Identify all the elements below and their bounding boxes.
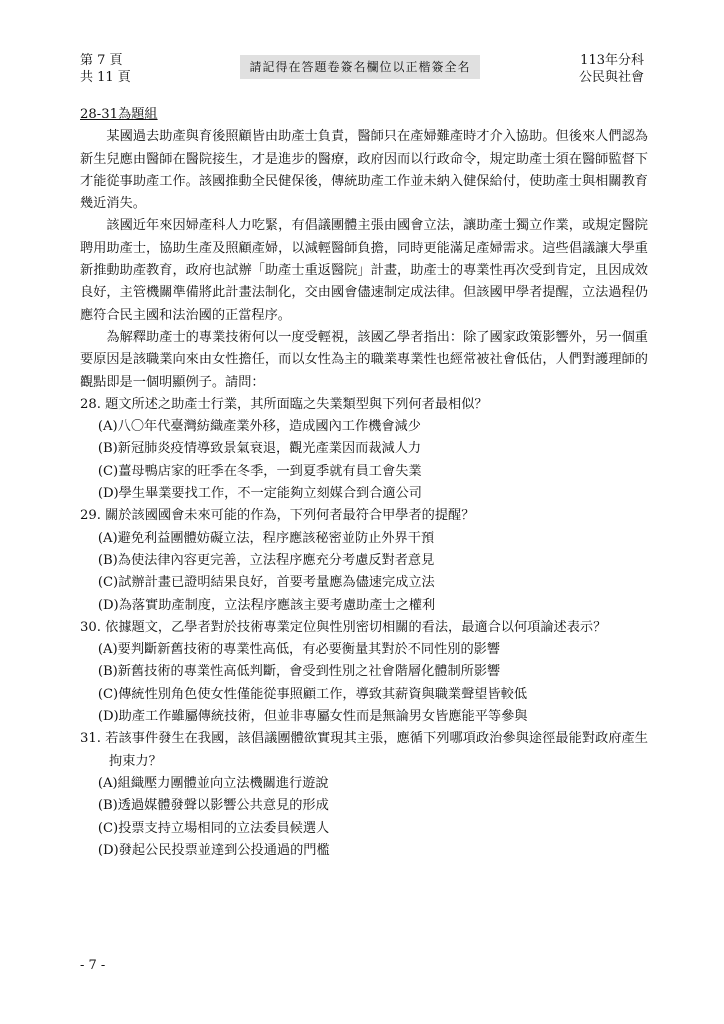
option-d: (D)為落實助產制度，立法程序應該主要考慮助產士之權利 [97, 597, 436, 613]
passage-paragraph: 該國近年來因婦產科人力吃緊，有倡議團體主張由國會立法，讓助產士獨立作業，或規定醫院聘用助產士，協助生產及照顧產婦，以減輕醫師負擔，同時更能滿足產婦需求。這些倡議讓大學重新推動助產教育，政府也試辦「助產士重返醫院」計畫，助產士的專業性再次受到肯定，且因成效良好，主管機關準備將此計畫法制化，交由國會儘速制定成法律。但該國甲學者提醒，立法過程仍應符合民主國和法治國的正當程序。 [80, 218, 648, 323]
question-stem: 30. 依據題文，乙學者對於技術專業定位與性別密切相關的看法，最適合以何項論述表示？ [80, 619, 607, 635]
option-d: (D)發起公民投票並達到公投通過的門檻 [97, 842, 330, 858]
total-pages: 共 11 頁 [80, 70, 131, 85]
option-b: (B)新冠肺炎疫情導致景氣衰退，觀光產業因而裁減人力 [97, 441, 422, 457]
question-30 [80, 617, 648, 728]
option-b: (B)新舊技術的專業性高低判斷，會受到性別之社會階層化體制所影響 [97, 664, 501, 680]
option-c: (C)試辦計畫已證明結果良好，首要考量應為儘速完成立法 [97, 575, 435, 591]
option-c: (C)傳統性別角色使女性僅能從事照顧工作，導致其薪資與職業聲望皆較低 [97, 686, 528, 702]
option-d: (D)學生畢業要找工作，不一定能夠立刻媒合到合適公司 [97, 486, 422, 502]
exam-content [80, 104, 648, 862]
question-stem: 28. 題文所述之助產士行業，其所面臨之失業類型與下列何者最相似？ [80, 396, 488, 412]
page-footer: - 7 - [80, 958, 106, 973]
option-a: (A)組織壓力團體並向立法機關進行遊說 [97, 775, 329, 791]
question-31 [80, 728, 648, 862]
option-b: (B)為使法律內容更完善，立法程序應充分考慮反對者意見 [97, 552, 435, 568]
exam-subject: 公民與社會 [578, 70, 644, 85]
passage-paragraph: 為解釋助產士的專業技術何以一度受輕視，該國乙學者指出：除了國家政策影響外，另一個重要原因是該職業向來由女性擔任，而以女性為主的職業專業性也經常被社會低估，人們對護理師的觀點即是一個明顯例子。請問： [80, 329, 648, 390]
page-header-left [80, 52, 131, 86]
option-a: (A)八〇年代臺灣紡織產業外移，造成國內工作機會減少 [97, 419, 421, 435]
question-28 [80, 394, 648, 505]
question-stem: 29. 關於該國國會未來可能的作為，下列何者最符合甲學者的提醒？ [80, 508, 475, 524]
question-stem: 31. 若該事件發生在我國，該倡議團體欲實現其主張，應循下列哪項政治參與途徑最能對政府產生拘束力？ [80, 731, 648, 769]
page-number: 第 7 頁 [80, 53, 123, 68]
option-a: (A)避免利益團體妨礙立法，程序應該秘密並防止外界干預 [97, 530, 435, 546]
page-header-right [579, 52, 644, 86]
option-c: (C)薑母鴨店家的旺季在冬季，一到夏季就有員工會失業 [97, 463, 422, 479]
option-b: (B)透過媒體發聲以影響公共意見的形成 [97, 798, 329, 814]
exam-year-subject: 113年分科 [580, 53, 644, 68]
option-d: (D)助產工作雖屬傳統技術，但並非專屬女性而是無論男女皆應能平等參與 [97, 709, 528, 725]
signature-notice: 請記得在答題卷簽名欄位以正楷簽全名 [240, 55, 480, 79]
option-c: (C)投票支持立場相同的立法委員候選人 [97, 820, 330, 836]
question-29 [80, 505, 648, 616]
passage-paragraph: 某國過去助產與育後照顧皆由助產士負責，醫師只在產婦難產時才介入協助。但後來人們認為新生兒應由醫師在醫院接生，才是進步的醫療，政府因而以行政命令，規定助產士須在醫師監督下才能從事助產工作。該國推動全民健保後，傳統助產工作並未納入健保給付，使助產士與相關教育幾近消失。 [80, 129, 648, 212]
question-group-title: 28-31為題組 [80, 107, 158, 122]
option-a: (A)要判斷新舊技術的專業性高低，有必要衡量其對於不同性別的影響 [97, 642, 501, 658]
